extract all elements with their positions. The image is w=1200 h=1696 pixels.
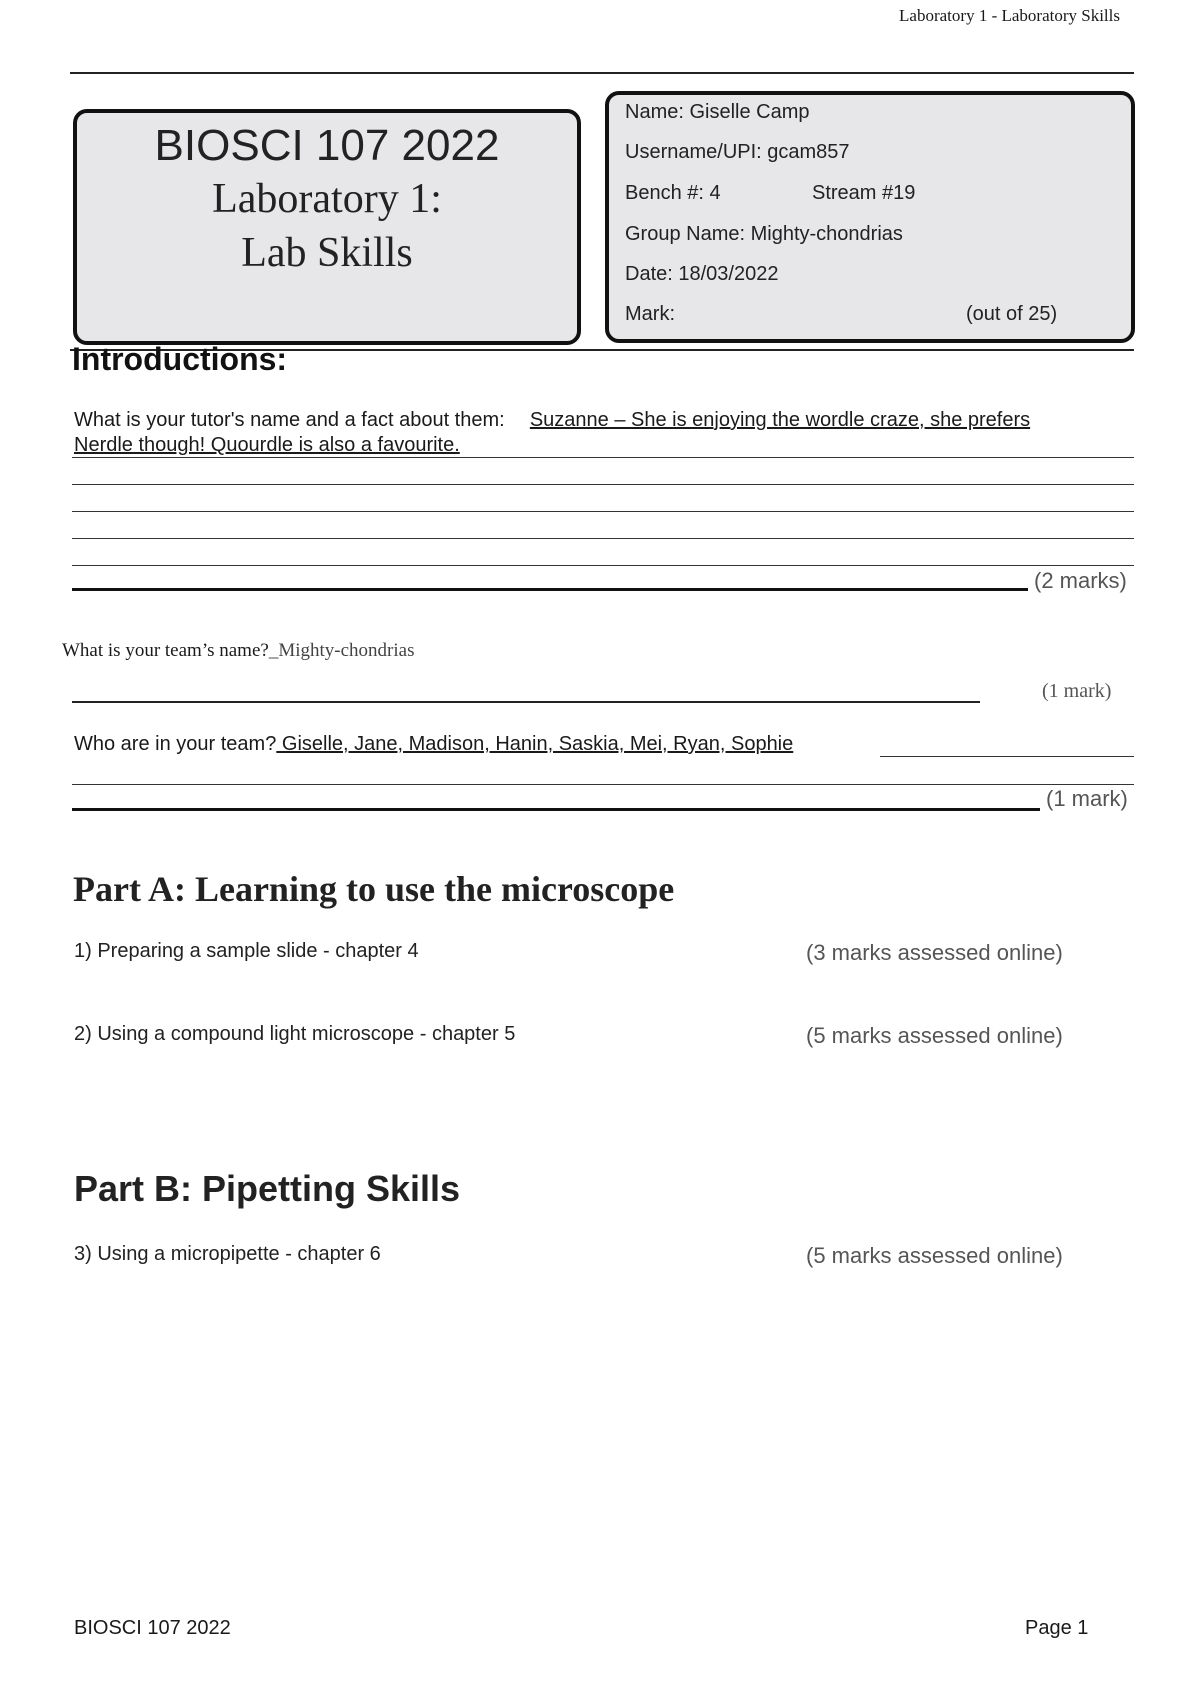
tutor-answer-line1: Suzanne – She is enjoying the wordle craze, she prefers (529, 409, 1031, 431)
team-name-marks: (1 mark) (1042, 680, 1112, 702)
team-name-answer: _Mighty-chondrias (268, 640, 415, 661)
tutor-question (74, 409, 1030, 432)
footer-page-number: Page 1 (1025, 1617, 1089, 1639)
student-info-box (605, 91, 1135, 343)
footer-course: BIOSCI 107 2022 (74, 1617, 231, 1639)
student-name: Name: Giselle Camp (625, 101, 810, 123)
answer-line (72, 701, 980, 703)
mark-out-of: (out of 25) (966, 303, 1058, 325)
part-a-item-1-marks: (3 marks assessed online) (806, 940, 1063, 965)
part-a-item-2-marks: (5 marks assessed online) (806, 1023, 1063, 1048)
team-name-question-label: What is your team’s name? (62, 640, 269, 661)
bench-number: Bench #: 4 (625, 182, 721, 204)
lab-date: Date: 18/03/2022 (625, 263, 779, 285)
team-members-question-label: Who are in your team? (74, 733, 277, 755)
part-b-heading: Part B: Pipetting Skills (74, 1168, 461, 1209)
header-divider (70, 72, 1134, 74)
answer-line (72, 784, 1134, 785)
part-a-heading: Part A: Learning to use the microscope (73, 869, 675, 909)
running-header: Laboratory 1 - Laboratory Skills (899, 6, 1120, 25)
lab-title-line2: Lab Skills (241, 230, 413, 276)
team-members-answer: Giselle, Jane, Madison, Hanin, Saskia, Mei, Ryan, Sophie (276, 733, 794, 755)
part-a-item-1: 1) Preparing a sample slide - chapter 4 (74, 940, 419, 962)
student-username: Username/UPI: gcam857 (625, 141, 850, 163)
answer-line (72, 808, 1040, 811)
answer-line (880, 756, 1134, 757)
title-box (73, 109, 581, 345)
part-a-item-2: 2) Using a compound light microscope - chapter 5 (74, 1023, 516, 1045)
tutor-question-label: What is your tutor's name and a fact about them: (74, 409, 505, 431)
tutor-marks: (2 marks) (1034, 568, 1127, 593)
answer-line (72, 565, 1134, 566)
answer-line (72, 457, 1134, 458)
part-b-item-1: 3) Using a micropipette - chapter 6 (74, 1243, 381, 1265)
tutor-answer-line2: Nerdle though! Quourdle is also a favourite. (74, 434, 460, 456)
mark-label: Mark: (625, 303, 675, 325)
stream-number: Stream #19 (812, 182, 916, 204)
answer-line (72, 484, 1134, 485)
team-members-question (74, 733, 793, 756)
lab-title-line1: Laboratory 1: (212, 176, 442, 222)
course-title: BIOSCI 107 2022 (154, 121, 500, 170)
part-b-item-1-marks: (5 marks assessed online) (806, 1243, 1063, 1268)
introductions-heading: Introductions: (72, 341, 288, 377)
team-members-marks: (1 mark) (1046, 786, 1128, 811)
team-name-question (62, 640, 414, 662)
answer-line (72, 511, 1134, 512)
answer-line (72, 588, 1028, 591)
group-name: Group Name: Mighty-chondrias (625, 223, 903, 245)
answer-line (72, 538, 1134, 539)
